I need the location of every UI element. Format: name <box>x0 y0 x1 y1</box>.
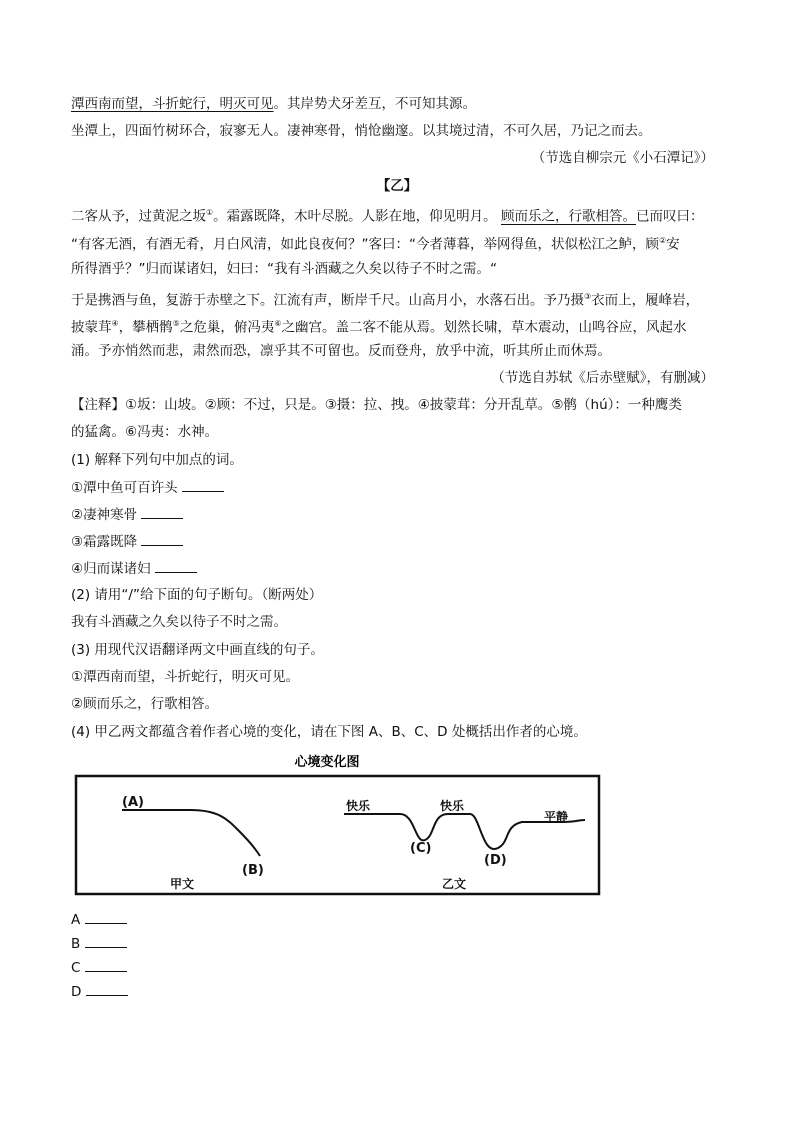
yi-heading: 【乙】 <box>376 178 418 194</box>
jia-line-2: 坐潭上，四面竹树环合，寂寥无人。凄神寒骨，悄怆幽邃。以其境过清，不可久居，乃记之而去。 <box>71 123 652 139</box>
answer-blank[interactable] <box>85 957 127 972</box>
yi-text: 已而叹曰： <box>635 208 704 225</box>
q2-sentence: 我有斗酒藏之久矣以待子不时之需。 <box>71 614 287 630</box>
yi-text: 于是携酒与鱼，复游于赤壁之下。江流有声，断岸千尺。山高月小，水落石出。予乃摄 <box>71 292 584 309</box>
answer-b <box>71 933 127 954</box>
note-ref: ⑥ <box>274 319 282 328</box>
yi-text: ，攀栖鹘 <box>118 319 173 336</box>
answer-blank[interactable] <box>141 531 183 546</box>
jia-underlined-sentence: 潭西南而望，斗折蛇行，明灭可见 <box>71 96 274 112</box>
answer-blank[interactable] <box>85 933 127 948</box>
q1-item-text: ④归而谋诸妇 <box>71 561 151 577</box>
answer-d <box>71 981 128 1002</box>
yi-source: （节选自苏轼《后赤壁赋》，有删减） <box>491 370 714 386</box>
answer-blank[interactable] <box>85 909 127 924</box>
note-ref: ③ <box>584 292 592 301</box>
yi-text: 衣而上，履峰岩， <box>591 292 700 309</box>
answer-blank[interactable] <box>86 981 128 996</box>
label-c: (C) <box>410 841 432 856</box>
answer-c <box>71 957 127 978</box>
answer-label: C <box>71 960 81 976</box>
jia-mood-curve <box>122 810 260 856</box>
q1-item-text: ②凄神寒骨 <box>71 507 138 523</box>
answer-blank[interactable] <box>182 477 224 492</box>
answer-label: A <box>71 912 81 928</box>
label-b: (B) <box>242 863 264 878</box>
q1-item-text: ③霜露既降 <box>71 534 138 550</box>
jia-source: （节选自柳宗元《小石潭记》） <box>531 150 714 166</box>
jia-line-1 <box>71 94 476 114</box>
label-calm: 平静 <box>544 810 569 824</box>
label-a: (A) <box>122 795 144 810</box>
yi-text: 安 <box>666 236 680 253</box>
note-ref: ① <box>206 208 214 217</box>
q1-item-text: ①潭中鱼可百许头 <box>71 480 178 496</box>
yi-text: 之幽宫。盖二客不能从焉。划然长啸，草木震动，山鸣谷应，风起水 <box>281 319 687 336</box>
yi-text: 。霜露既降，木叶尽脱。人影在地，仰见明月。 <box>213 208 497 225</box>
answer-blank[interactable] <box>155 558 197 573</box>
question-2: (2) 请用“/”给下面的句子断句。（断两处） <box>71 587 323 603</box>
question-1: (1) 解释下列句中加点的词。 <box>71 452 243 468</box>
answer-label: D <box>71 984 82 1000</box>
q1-item-4 <box>71 558 197 579</box>
note-ref: ④ <box>111 319 119 328</box>
notes-line-2: 的猛禽。⑥冯夷：水神。 <box>71 424 219 440</box>
label-joy-2: 快乐 <box>440 799 465 813</box>
yi-text: “有客无酒，有酒无肴，月白风清，如此良夜何？”客曰：“今者薄暮，举网得鱼，状似松江之鲈，顾 <box>71 236 659 253</box>
yi-line-3: 所得酒乎？”归而谋诸妇，妇曰：“我有斗酒藏之久矣以待子不时之需。“ <box>71 261 497 277</box>
answer-blank[interactable] <box>141 504 183 519</box>
label-yi: 乙文 <box>442 877 467 891</box>
question-4: (4) 甲乙两文都蕴含着作者心境的变化，请在下图 A、B、C、D 处概括出作者的心境。 <box>71 724 587 740</box>
yi-text: 披蒙茸 <box>71 319 112 336</box>
yi-line-6: 涌。予亦悄然而悲，肃然而恐，凛乎其不可留也。反而登舟，放乎中流，听其所止而休焉。 <box>71 343 611 359</box>
label-joy-1: 快乐 <box>346 799 371 813</box>
q1-item-2 <box>71 504 183 525</box>
question-3: (3) 用现代汉语翻译两文中画直线的句子。 <box>71 642 324 658</box>
mood-change-diagram <box>70 748 605 900</box>
diagram-title: 心境变化图 <box>294 755 360 770</box>
yi-text: 之危巢，俯冯夷 <box>179 319 275 336</box>
note-ref: ⑤ <box>172 319 180 328</box>
q3-item-1: ①潭西南而望，斗折蛇行，明灭可见。 <box>71 669 300 685</box>
answer-label: B <box>71 936 81 952</box>
yi-line-5 <box>71 314 687 338</box>
q3-item-2: ②顾而乐之，行歌相答。 <box>71 696 219 712</box>
q1-item-3 <box>71 531 183 552</box>
yi-underlined-sentence: 顾而乐之，行歌相答。 <box>500 208 636 225</box>
label-d: (D) <box>484 853 507 868</box>
diagram-frame <box>76 776 599 894</box>
yi-line-4 <box>71 287 699 311</box>
jia-line-1-rest: 。其岸势犬牙差互，不可知其源。 <box>273 96 476 112</box>
yi-line-2 <box>71 231 680 255</box>
note-ref: ② <box>658 236 667 245</box>
label-jia: 甲文 <box>170 877 195 891</box>
yi-line-1 <box>71 203 703 227</box>
yi-text: 二客从予，过黄泥之坂 <box>71 208 206 225</box>
q1-item-1 <box>71 477 224 498</box>
answer-a <box>71 909 127 930</box>
notes-line-1: 【注释】①坂：山坡。②顾：不过，只是。③摄：拉、拽。④披蒙茸：分开乱草。⑤鹘（hú）：一种鹰类 <box>71 397 682 413</box>
